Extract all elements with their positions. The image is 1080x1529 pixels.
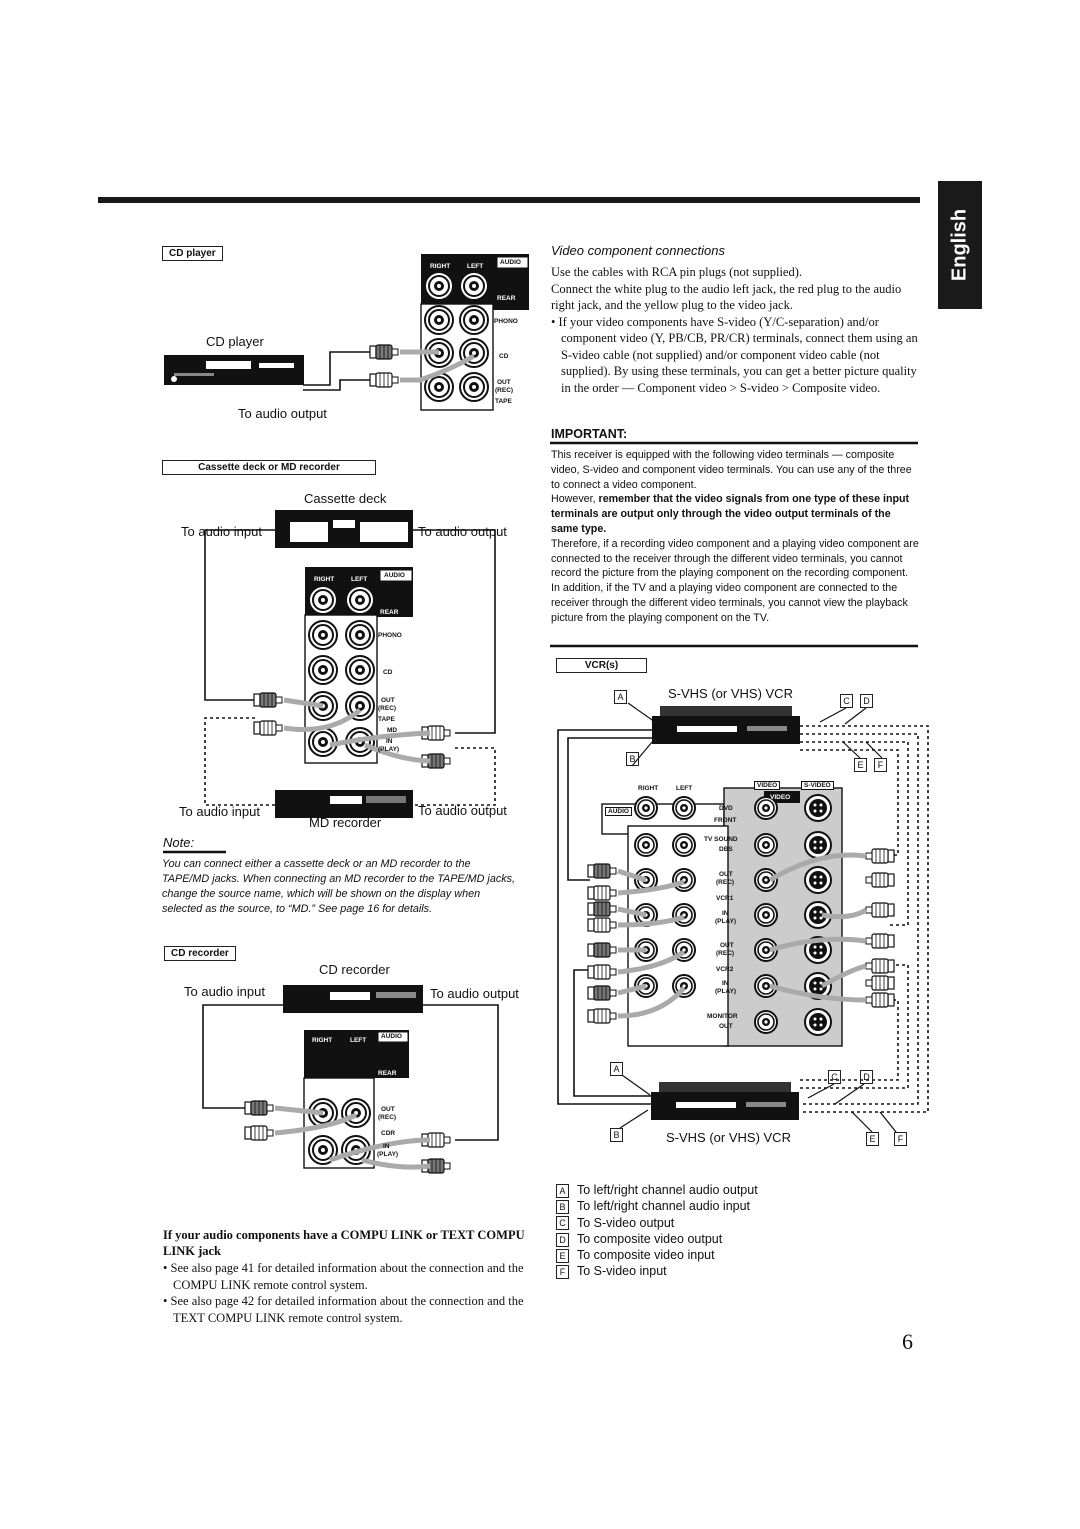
legend-letter-e: E [556,1249,569,1263]
panel-dvd: DVD [719,805,733,812]
legend-item-f [556,1264,758,1280]
legend-text-b: To left/right channel audio input [577,1199,751,1214]
cdr-jack-out: OUT [381,1106,395,1113]
tape-jack-out: OUT [381,697,395,704]
cdr-jack-play: (PLAY) [377,1151,399,1158]
panel-play-1: (PLAY) [715,918,737,925]
cd-player-label: CD player [206,334,264,349]
md-to-audio-input: To audio input [179,804,260,819]
tape-jack-md: MD [387,727,398,734]
legend-item-e [556,1248,758,1264]
cdr-to-audio-output: To audio output [430,986,519,1001]
cassette-md-box: Cassette deck or MD recorder [162,460,376,475]
cd-recorder-diagram [203,985,498,1173]
note-title: Note: [163,835,195,850]
cdr-jack-rear: REAR [378,1070,397,1077]
compulink-bullet-2-text: See also page 42 for detailed information about the connection and the TEXT COMPU LINK remote control system. [170,1294,524,1325]
cdr-jack-audio: AUDIO [381,1033,402,1040]
compulink-heading: If your audio components have a COMPU LINK or TEXT COMPU LINK jack [163,1228,525,1258]
cd-jack-out: OUT [497,379,511,386]
legend-item-d [556,1232,758,1248]
compulink-bullet-1: • See also page 41 for detailed information about the connection and the COMPU LINK remote control system. [163,1261,524,1292]
panel-in-2: IN [722,980,729,987]
tape-jack-rec: (REC) [378,705,397,712]
legend-text-a: To left/right channel audio output [577,1183,758,1197]
video-bullet: • If your video components have S-video (Y/C-separation) and/or component video (Y, PB/CB, PR/CR) terminals, connect them using an S-video cable (not supplied) and/or component video cable (not supplied). By using these terminals, you can get a better picture quality in the order — Component video > S-video > Composite video. [551,314,918,395]
cd-player-diagram [164,254,529,410]
important-p2 [551,492,919,536]
video-section-body [551,264,919,396]
panel-audio: AUDIO [605,807,632,816]
md-to-audio-output: To audio output [418,803,507,818]
compulink-bullet-2: • See also page 42 for detailed information about the connection and the TEXT COMPU LINK remote control system. [163,1294,524,1325]
legend-text-c: To S-video output [577,1215,675,1230]
panel-vcr1: VCR1 [716,895,734,902]
cdr-jack-right: RIGHT [312,1037,333,1044]
letter-c-top: C [840,694,853,708]
note-text: You can connect either a cassette deck or an MD recorder to the TAPE/MD jacks. When connecting an MD recorder to the TAPE/MD jacks, change the source name, which will be shown on the display when selected as the source, to “MD.” See page 16 for details. [162,858,516,915]
panel-dbs: DBS [719,846,733,853]
video-para-1: Use the cables with RCA pin plugs (not supplied). [551,265,803,279]
legend-letter-f: F [556,1265,569,1279]
panel-video-header: VIDEO [770,794,791,801]
cd-recorder-box: CD recorder [164,946,236,961]
important-body [551,448,919,626]
cassette-deck-label: Cassette deck [304,491,387,506]
cd-jack-phono: PHONO [494,318,518,325]
vcrs-box: VCR(s) [556,658,647,673]
video-para-2: Connect the white plug to the audio left jack, the red plug to the audio right jack, and the yellow plug to the video jack. [551,281,902,312]
tape-jack-audio: AUDIO [384,572,405,579]
cd-jack-audio: AUDIO [500,259,521,266]
important-p3: Therefore, if a recording video component and a playing video component are connected to the receiver through the different video terminals, you cannot record the picture from the playing component on the recording component. In addition, if the TV and a playing video component are connected to the receiver through the different video terminals, you cannot view the playback picture from the playing component on the TV. [551,537,919,624]
tape-jack-play: (PLAY) [378,746,400,753]
panel-monitor-out: OUT [719,1023,733,1030]
tape-jack-tape: TAPE [378,716,395,723]
cdr-jack-cdr: CDR [381,1130,396,1137]
legend [556,1183,758,1281]
tape-jack-rear: REAR [380,609,399,616]
page-number: 6 [902,1329,913,1354]
letter-d-top: D [860,694,873,708]
panel-vcr2: VCR2 [716,966,734,973]
letter-e-top: E [854,758,867,772]
tape-jack-left: LEFT [351,576,368,583]
tape-jack-cd: CD [383,669,393,676]
vcr-label-bottom: S-VHS (or VHS) VCR [666,1130,791,1145]
legend-item-a [556,1183,758,1199]
letter-a-top: A [614,690,627,704]
cd-jack-rec: (REC) [495,387,514,394]
panel-play-2: (PLAY) [715,988,737,995]
panel-right: RIGHT [638,785,659,792]
panel-rec-1: (REC) [716,879,735,886]
letter-e-bottom: E [866,1132,879,1146]
important-p1: This receiver is equipped with the following video terminals — composite video, S-video and component video terminals. You can use any of the three to connect a video component. [551,449,912,491]
vcr-label-top: S-VHS (or VHS) VCR [668,686,793,701]
legend-text-d: To composite video output [577,1231,723,1246]
legend-item-b [556,1199,758,1215]
cdr-jack-rec: (REC) [378,1114,397,1121]
cd-jack-right: RIGHT [430,263,451,270]
panel-video-col: VIDEO [754,781,780,790]
letter-d-bottom: D [860,1070,873,1084]
video-section-title: Video component connections [551,243,725,258]
compulink-bullet-1-text: See also page 41 for detailed information about the connection and the COMPU LINK remote control system. [170,1261,524,1292]
letter-f-top: F [874,758,887,772]
important-p2-lead: However, [551,493,599,506]
cd-jack-cd: CD [499,353,509,360]
legend-letter-b: B [556,1200,569,1214]
important-p2-bold: remember that the video signals from one type of these input terminals are output only through the video output terminals of the same type. [551,493,910,535]
legend-letter-a: A [556,1184,569,1198]
cd-player-box: CD player [162,246,223,261]
legend-text-e: To composite video input [577,1248,715,1263]
panel-front: FRONT [714,817,737,824]
md-recorder-label: MD recorder [309,815,382,830]
tape-jack-in: IN [386,738,393,745]
language-label: English [948,208,971,282]
legend-letter-d: D [556,1233,569,1247]
letter-b-bottom: B [610,1128,623,1142]
cdr-jack-left: LEFT [350,1037,367,1044]
tape-jack-phono: PHONO [378,632,402,639]
panel-svideo-col: S-VIDEO [801,781,834,790]
cd-jack-rear: REAR [497,295,516,302]
letter-b-top: B [626,752,639,766]
compulink-bullets [163,1260,533,1326]
panel-rec-2: (REC) [716,950,735,957]
cd-jack-tape: TAPE [495,398,512,405]
panel-out-2: OUT [720,942,734,949]
cd-recorder-label: CD recorder [319,962,390,977]
tape-jack-right: RIGHT [314,576,335,583]
panel-in-1: IN [722,910,729,917]
cdr-to-audio-input: To audio input [184,984,265,999]
video-bullet-text: If your video components have S-video (Y/C-separation) and/or component video (Y, PB/CB, PR/CR) terminals, connect them using an S-video cable (not supplied) and/or component video cable (not supplied). By using these terminals, you can get a better picture quality in the order — Component video > S-video > Composite video. [558,314,918,395]
panel-tvsound: TV SOUND [704,836,738,843]
legend-item-c [556,1216,758,1232]
cdr-jack-in: IN [383,1143,390,1150]
panel-out-1: OUT [719,871,733,878]
legend-text-f: To S-video input [577,1264,667,1279]
cd-jack-left: LEFT [467,263,484,270]
letter-c-bottom: C [828,1070,841,1084]
cassette-to-audio-input: To audio input [181,524,262,539]
panel-monitor: MONITOR [707,1013,738,1020]
panel-left: LEFT [676,785,693,792]
legend-letter-c: C [556,1216,569,1230]
cd-to-audio-output: To audio output [238,406,327,421]
important-title: IMPORTANT: [551,427,628,441]
letter-a-bottom: A [610,1062,623,1076]
cassette-to-audio-output: To audio output [418,524,507,539]
letter-f-bottom: F [894,1132,907,1146]
cassette-md-diagram [205,510,495,818]
